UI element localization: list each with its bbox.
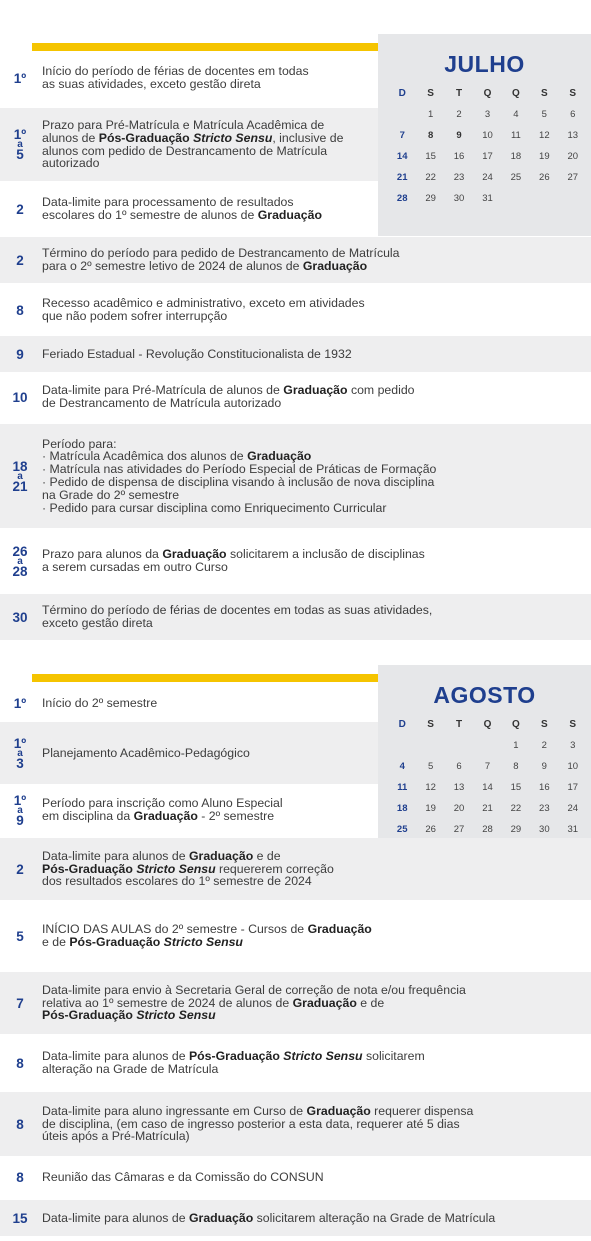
date-value: 2	[16, 252, 24, 268]
calendar-day: 21	[482, 803, 493, 814]
event-date	[0, 543, 40, 579]
event-description-line: Pós-Graduação Stricto Sensu	[42, 1008, 216, 1023]
event-description-line: que não podem sofrer interrupção	[42, 309, 228, 323]
calendar-day: 9	[541, 761, 547, 772]
date-value: 2	[16, 861, 24, 877]
calendar-day: 6	[456, 761, 462, 772]
weekday-header	[388, 83, 587, 104]
august-event-row	[0, 786, 378, 834]
date-range-separator: a	[17, 139, 23, 150]
august-event-row	[0, 972, 591, 1034]
calendar-day: 19	[539, 151, 550, 162]
date-value: 15	[12, 1210, 28, 1226]
event-description	[40, 697, 157, 710]
event-description-line: · Pedido para cursar disciplina como Enriquecimento Curricular	[42, 500, 387, 515]
august-event-row	[0, 1200, 591, 1236]
event-description-line: de disciplina, (em caso de ingresso posterior a esta data, requerer até 5 dias	[42, 1116, 460, 1131]
event-description-line: Período para:	[42, 436, 117, 451]
event-description-line: Data-limite para aluno ingressante em Curso de Graduação requerer dispensa	[42, 1103, 474, 1118]
date-value: 10	[12, 389, 28, 405]
event-description-line: Início do 2º semestre	[42, 695, 158, 710]
event-description-line: Data-limite para envio à Secretaria Geral de correção de nota e/ou frequência	[42, 982, 466, 997]
event-description-line: Data-limite para alunos de Graduação e de	[42, 848, 281, 863]
calendar-day: 11	[397, 782, 408, 793]
date-value: 30	[12, 609, 28, 625]
calendar-day: 31	[482, 193, 493, 204]
calendar-day: 17	[482, 151, 493, 162]
weekday-label: D	[398, 88, 406, 99]
date-value: 18	[12, 458, 28, 474]
event-description	[40, 65, 309, 91]
calendar-week	[388, 819, 587, 840]
july-event-row	[0, 532, 591, 590]
event-description	[40, 348, 352, 361]
calendar-day: 5	[427, 761, 434, 772]
calendar-day: 10	[567, 761, 579, 772]
event-date	[0, 695, 40, 711]
calendar-day: 6	[570, 109, 576, 120]
august-event-row	[0, 1038, 591, 1088]
calendar-day: 20	[453, 803, 465, 814]
calendar-day: 15	[510, 782, 522, 793]
calendar-day: 22	[510, 803, 522, 814]
event-date	[0, 928, 40, 944]
calendar-day: 2	[541, 740, 547, 751]
event-description-line: e de Pós-Graduação Stricto Sensu	[42, 935, 243, 949]
date-value: 1º	[13, 735, 27, 751]
august-calendar-title: AGOSTO	[433, 682, 536, 708]
calendar-day: 18	[510, 151, 522, 162]
event-description	[40, 984, 466, 1022]
event-date	[0, 609, 40, 625]
weekday-label: S	[427, 88, 434, 99]
calendar-day: 21	[396, 172, 408, 183]
calendar-day: 4	[399, 761, 405, 772]
date-value: 1º	[13, 70, 27, 86]
event-date	[0, 735, 40, 771]
event-description	[40, 1212, 495, 1225]
event-description-line: a serem cursadas em outro Curso	[42, 560, 228, 574]
calendar-day: 26	[539, 172, 550, 183]
calendar-day: 20	[567, 151, 579, 162]
calendar-day: 24	[482, 172, 493, 183]
event-description-line: INÍCIO DAS AULAS do 2º semestre - Cursos de Graduação	[42, 922, 372, 937]
calendar-day: 5	[541, 109, 547, 120]
calendar-day: 3	[484, 109, 491, 120]
calendar-week	[388, 104, 587, 125]
event-description-line: de Destrancamento de Matrícula autorizado	[42, 396, 282, 410]
event-date	[0, 1210, 40, 1226]
calendar-day: 8	[427, 130, 434, 141]
event-description-line: Pós-Graduação Stricto Sensu requererem correção	[42, 861, 334, 876]
date-value: 21	[12, 478, 28, 494]
calendar-day: 25	[510, 172, 522, 183]
event-description	[40, 297, 365, 323]
july-event-row	[0, 336, 591, 372]
calendar-day: 4	[513, 109, 519, 120]
weekday-label: Q	[483, 719, 492, 730]
event-date	[0, 458, 40, 494]
weekday-label: D	[398, 719, 406, 730]
calendar-day: 8	[513, 761, 519, 772]
event-description-line: alunos com pedido de Destrancamento de Matrícula	[42, 143, 328, 158]
event-description-line: autorizado	[42, 156, 100, 171]
event-date	[0, 129, 40, 160]
event-date	[0, 861, 40, 877]
date-value: 9	[16, 346, 24, 362]
event-description-line: em disciplina da Graduação - 2º semestre	[42, 809, 275, 823]
event-description-line: Término do período de férias de docentes em todas as suas atividades,	[42, 603, 433, 618]
weekday-label: Q	[512, 719, 520, 730]
calendar-week	[388, 188, 587, 209]
weekday-label: S	[540, 719, 548, 730]
calendar-day: 26	[425, 824, 436, 835]
event-description-line: dos resultados escolares do 1º semestre de 2024	[42, 874, 312, 889]
weekday-label: S	[569, 719, 577, 730]
event-description-line: Data-limite para Pré-Matrícula de alunos de Graduação com pedido	[42, 383, 415, 398]
july-event-row	[0, 375, 591, 419]
event-description-line: Feriado Estadual - Revolução Constitucionalista de 1932	[42, 346, 352, 361]
event-date	[0, 389, 40, 405]
event-date	[0, 1169, 40, 1185]
event-description-line: Início do período de férias de docentes em todas	[42, 64, 309, 79]
event-description-line: Período para inscrição como Aluno Especial	[42, 796, 283, 811]
calendar-day: 16	[453, 151, 465, 162]
weekday-label: S	[540, 88, 548, 99]
calendar-day: 10	[482, 130, 493, 141]
event-date	[0, 70, 40, 86]
calendar-week	[388, 756, 587, 777]
july-calendar	[378, 34, 591, 236]
event-description	[40, 747, 250, 760]
calendar-day: 12	[425, 782, 436, 793]
date-range-separator: a	[17, 555, 23, 567]
date-range-separator: a	[17, 747, 23, 759]
calendar-day: 16	[539, 782, 550, 793]
calendar-day: 3	[570, 740, 576, 751]
date-value: 26	[12, 543, 28, 559]
event-description-line: · Pedido de dispensa de disciplina visando à inclusão de nova disciplina	[42, 475, 435, 489]
calendar-day: 18	[396, 803, 408, 814]
event-date	[0, 302, 40, 318]
calendar-day: 7	[399, 130, 405, 141]
july-calendar-title: JULHO	[444, 51, 525, 77]
calendar-day: 24	[567, 803, 579, 814]
august-event-row	[0, 686, 378, 720]
august-event-row	[0, 1158, 591, 1196]
event-description-line: Data-limite para processamento de resultados	[42, 195, 294, 210]
calendar-day: 23	[453, 172, 465, 183]
july-yellow-bar	[32, 43, 408, 51]
event-description-line: alunos de Pós-Graduação Stricto Sensu, inclusive de	[42, 130, 344, 145]
july-event-row	[0, 288, 591, 332]
date-value: 9	[16, 812, 24, 828]
calendar-day: 9	[456, 130, 462, 141]
july-event-row	[0, 185, 378, 233]
calendar-day: 2	[456, 109, 462, 120]
date-value: 7	[16, 995, 24, 1011]
august-event-row	[0, 906, 591, 966]
calendar-week	[388, 167, 587, 188]
date-value: 8	[16, 1055, 24, 1071]
calendar-day: 22	[425, 172, 436, 183]
calendar-day: 30	[453, 193, 465, 204]
calendar-week	[388, 125, 587, 146]
date-value: 8	[16, 302, 24, 318]
calendar-day: 25	[396, 824, 408, 835]
date-value: 8	[16, 1169, 24, 1185]
calendar-day: 12	[539, 130, 550, 141]
calendar-day: 14	[482, 782, 493, 793]
event-description	[40, 604, 432, 630]
july-event-row	[0, 237, 591, 283]
calendar-day: 13	[567, 130, 579, 141]
event-date	[0, 1116, 40, 1132]
calendar-week	[388, 735, 587, 756]
event-description	[40, 247, 400, 273]
event-description-line: Reunião das Câmaras e da Comissão do CONSUN	[42, 1169, 324, 1184]
event-date	[0, 346, 40, 362]
calendar-day: 1	[513, 740, 519, 751]
calendar-week	[388, 798, 587, 819]
date-value: 5	[16, 147, 24, 162]
calendar-day: 15	[425, 151, 436, 162]
event-description-line: Término do período para pedido de Destrancamento de Matrícula	[42, 246, 400, 261]
date-value: 1º	[13, 792, 27, 808]
july-event-row	[0, 58, 378, 98]
calendar-day: 29	[510, 824, 522, 835]
calendar-day: 19	[425, 803, 436, 814]
august-yellow-bar	[32, 674, 408, 682]
weekday-header	[388, 714, 587, 735]
date-range-separator: a	[17, 470, 23, 482]
date-value: 1º	[13, 695, 27, 711]
july-event-row	[0, 424, 591, 528]
calendar-day: 27	[453, 824, 465, 835]
event-description-line: Data-limite para alunos de Graduação solicitarem alteração na Grade de Matrícula	[42, 1210, 496, 1225]
august-calendar	[378, 665, 591, 867]
august-event-row	[0, 838, 591, 900]
weekday-label: S	[569, 88, 577, 99]
july-calendar-grid	[388, 83, 587, 209]
date-value: 8	[16, 1116, 24, 1132]
event-description	[40, 119, 343, 170]
event-description-line: alteração na Grade de Matrícula	[42, 1062, 219, 1076]
event-description-line: na Grade do 2º semestre	[42, 487, 180, 502]
july-event-row	[0, 594, 591, 640]
event-description	[40, 196, 322, 222]
weekday-label: Q	[483, 88, 492, 99]
event-description	[40, 384, 415, 410]
calendar-week	[388, 777, 587, 798]
calendar-day: 11	[510, 130, 521, 141]
august-calendar-grid	[388, 714, 587, 840]
event-description	[40, 1171, 324, 1184]
event-description	[40, 850, 334, 888]
august-event-row	[0, 1092, 591, 1156]
calendar-day: 23	[539, 803, 550, 814]
event-description-line: relativa ao 1º semestre de 2024 de alunos de Graduação e de	[42, 995, 385, 1010]
calendar-day: 28	[482, 824, 493, 835]
event-description-line: as suas atividades, exceto gestão direta	[42, 77, 261, 91]
date-value: 2	[16, 201, 24, 217]
event-date	[0, 252, 40, 268]
august-event-row	[0, 722, 378, 784]
calendar-day: 31	[567, 824, 579, 835]
event-date	[0, 792, 40, 828]
event-description-line: escolares do 1º semestre de alunos de Graduação	[42, 208, 322, 222]
event-description-line: para o 2º semestre letivo de 2024 de alunos de Graduação	[42, 259, 368, 273]
date-value: 5	[16, 928, 24, 944]
calendar-day: 17	[567, 782, 579, 793]
event-description-line: · Matrícula nas atividades do Período Especial de Práticas de Formação	[42, 462, 437, 477]
weekday-label: Q	[512, 88, 520, 99]
calendar-day: 7	[484, 761, 491, 772]
weekday-label: T	[456, 719, 463, 730]
calendar-day: 1	[427, 109, 434, 120]
event-date	[0, 201, 40, 217]
event-description-line: Planejamento Acadêmico-Pedagógico	[42, 745, 250, 760]
date-range-separator: a	[17, 804, 23, 816]
event-description-line: úteis após a Pré-Matrícula)	[42, 1129, 190, 1144]
event-description-line: Recesso acadêmico e administrativo, exceto em atividades	[42, 296, 365, 311]
july-event-row	[0, 108, 378, 181]
calendar-day: 13	[453, 782, 465, 793]
event-description-line: · Matrícula Acadêmica dos alunos de Graduação	[42, 449, 312, 464]
calendar-week	[388, 146, 587, 167]
calendar-day: 27	[567, 172, 579, 183]
event-description-line: exceto gestão direta	[42, 616, 153, 630]
event-description	[40, 1105, 473, 1143]
event-description	[40, 923, 372, 949]
event-description	[40, 438, 436, 515]
weekday-label: T	[456, 88, 463, 99]
event-description-line: Data-limite para alunos de Pós-Graduação Stricto Sensu solicitarem	[42, 1049, 425, 1064]
event-description	[40, 797, 283, 823]
event-description-line: Prazo para Pré-Matrícula e Matrícula Acadêmica de	[42, 117, 325, 132]
calendar-day: 14	[396, 151, 408, 162]
event-description	[40, 1050, 425, 1076]
event-date	[0, 1055, 40, 1071]
event-date	[0, 995, 40, 1011]
date-value: 1º	[13, 127, 27, 142]
event-description-line: Prazo para alunos da Graduação solicitarem a inclusão de disciplinas	[42, 547, 425, 562]
weekday-label: S	[427, 719, 434, 730]
event-description	[40, 548, 425, 574]
calendar-day: 28	[396, 193, 408, 204]
date-value: 28	[12, 563, 28, 579]
calendar-day: 29	[425, 193, 436, 204]
date-value: 3	[16, 755, 24, 771]
calendar-day: 30	[539, 824, 550, 835]
